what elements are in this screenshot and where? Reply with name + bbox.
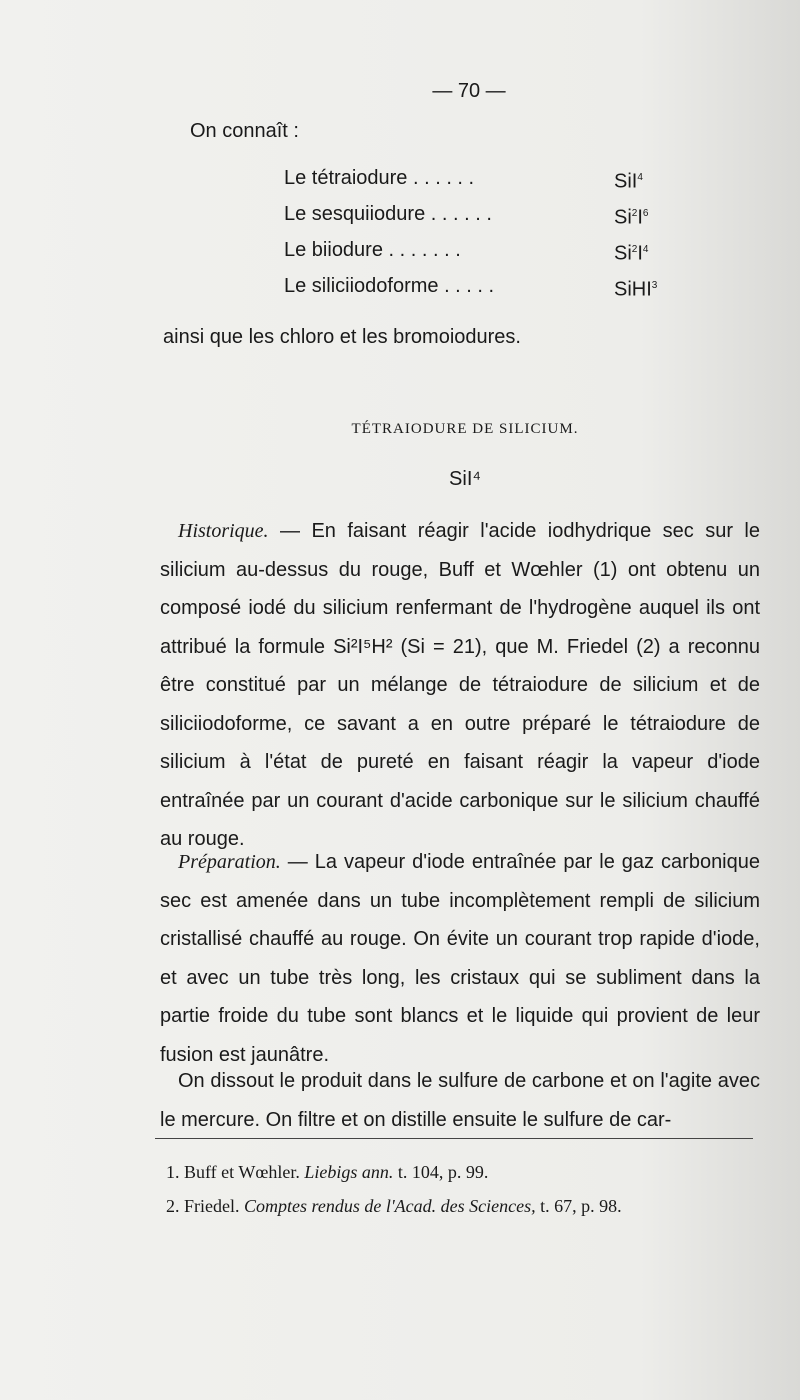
list-item-name: Le biiodure . . . . . . . bbox=[284, 239, 461, 261]
paragraph-text: — En faisant réagir l'acide iodhydrique sec sur le silicium au-dessus du rouge, Buff et Wœhler (1) ont obtenu un composé iodé du silicium renfermant de l'hydrogène auquel ils ont attribué la formule Si²I⁵H² (Si = 21), que M. Friedel (2) a reconnu être constitué par un mélange de tétraiodure de silicium et de siliciiodoforme, ce savant a en outre préparé le tétraiodure de silicium à l'état de pureté en faisant réagir la vapeur d'iode entraînée par un courant d'acide carbonique sur le silicium chauffé au rouge. bbox=[160, 520, 760, 850]
list-item-formula: SiI$^4$ bbox=[614, 170, 643, 193]
list-item bbox=[284, 268, 704, 304]
paragraph-lead: Préparation. bbox=[178, 851, 281, 873]
section-title: TÉTRAIODURE DE SILICIUM. bbox=[351, 421, 579, 437]
paragraph-text: — La vapeur d'iode entraînée par le gaz carbonique sec est amenée dans un tube incomplètement rempli de silicium cristallisé chauffé au rouge. On évite un courant trop rapide d'iode, et avec un tube très long, les cristaux qui se subliment dans la partie froide du tube sont blancs et le liquide qui provient de leur fusion est jaunâtre. bbox=[160, 851, 760, 1066]
paragraph-historique bbox=[160, 512, 760, 859]
iodide-list bbox=[284, 160, 704, 304]
footnote-divider bbox=[155, 1138, 753, 1139]
footnotes bbox=[166, 1155, 622, 1223]
intro-line: On connaît : bbox=[190, 120, 299, 142]
list-item-formula: $Si^2I^4$ bbox=[614, 242, 649, 265]
list-item bbox=[284, 160, 704, 196]
list-item bbox=[284, 196, 704, 232]
paragraph-preparation bbox=[160, 843, 760, 1074]
list-item-formula: $Si^2I^6$ bbox=[614, 206, 649, 229]
list-item-name: Le siliciiodoforme . . . . . bbox=[284, 275, 495, 297]
footnote: 1. Buff et Wœhler. Liebigs ann. t. 104, p. 99. bbox=[166, 1162, 489, 1182]
footnote: 2. Friedel. Comptes rendus de l'Acad. des Sciences, t. 67, p. 98. bbox=[166, 1196, 622, 1216]
after-list-text: ainsi que les chloro et les bromoiodures. bbox=[163, 326, 521, 348]
paragraph-text: On dissout le produit dans le sulfure de carbone et on l'agite avec le mercure. On filtre et on distille ensuite le sulfure de car- bbox=[160, 1070, 760, 1131]
list-item-name: Le sesquiiodure . . . . . . bbox=[284, 203, 492, 225]
page-number: — 70 — bbox=[432, 80, 506, 102]
list-item-name: Le tétraiodure . . . . . . bbox=[284, 167, 475, 189]
paragraph-dissolution bbox=[160, 1062, 760, 1139]
section-formula: SiI⁴ bbox=[449, 468, 481, 490]
paragraph-lead: Historique. bbox=[178, 520, 269, 542]
list-item bbox=[284, 232, 704, 268]
list-item-formula: SiHI$^3$ bbox=[614, 278, 658, 301]
